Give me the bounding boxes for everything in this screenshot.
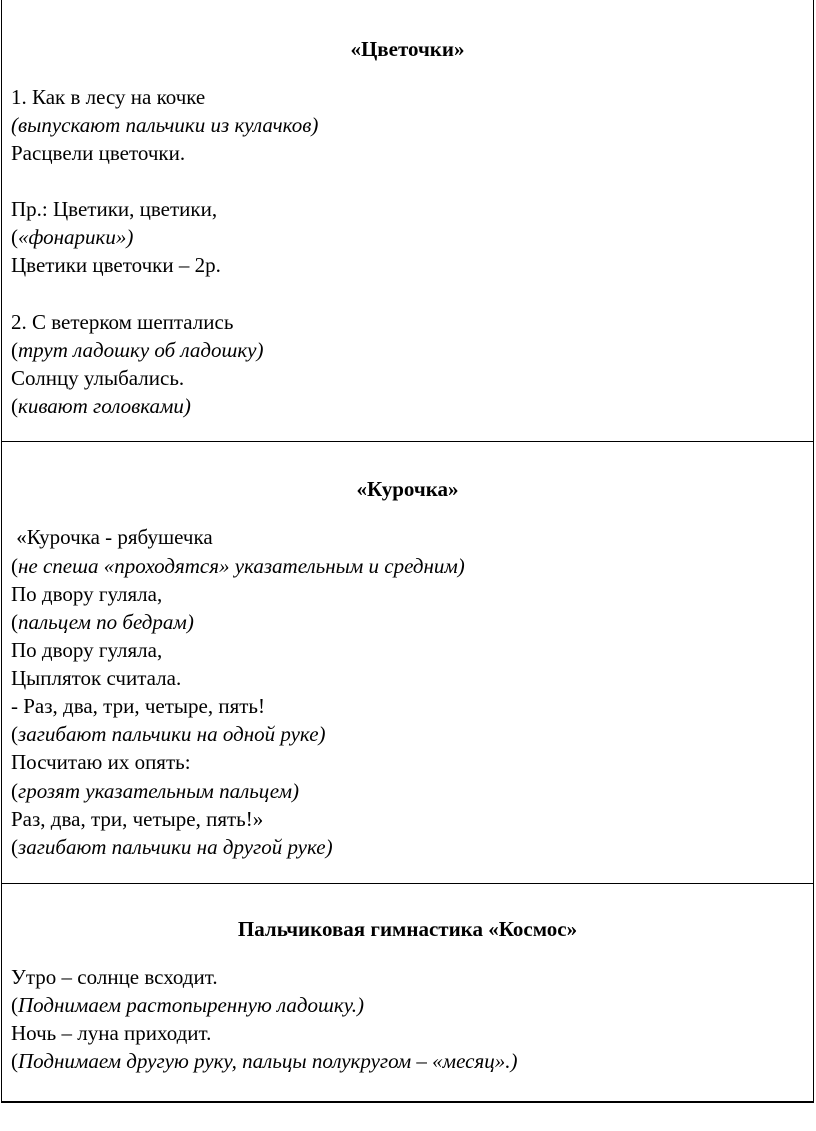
section-tsvetochki <box>2 0 813 442</box>
instruction-line: (не спеша «проходятся» указательным и средним) <box>11 554 465 578</box>
text-line: Пр.: Цветики, цветики, <box>11 197 218 221</box>
text-line: Солнцу улыбались. <box>11 366 185 390</box>
section-title: «Цветочки» <box>350 37 465 61</box>
instruction-line: (Поднимаем растопыренную ладошку.) <box>11 993 364 1017</box>
section-title: «Курочка» <box>356 477 459 501</box>
section-title: Пальчиковая гимнастика «Космос» <box>237 917 578 941</box>
section-kurochka <box>2 442 813 884</box>
text-line: 1. Как в лесу на кочке <box>11 85 206 109</box>
instruction-line: (кивают головками) <box>11 394 191 418</box>
instruction-line: (трут ладошку об ладошку) <box>11 338 264 362</box>
instruction-line: (выпускают пальчики из кулачков) <box>11 113 319 137</box>
instruction-line: (пальцем по бедрам) <box>11 610 194 634</box>
instruction-line: (грозят указательным пальцем) <box>11 779 299 803</box>
instruction-line: (загибают пальчики на другой руке) <box>11 835 333 859</box>
text-line: Цветики цветочки – 2р. <box>11 253 221 277</box>
text-line: Расцвели цветочки. <box>11 141 186 165</box>
text-line: «Курочка - рябушечка <box>11 525 213 549</box>
section-kosmos <box>2 884 813 1102</box>
text-line: Цыпляток считала. <box>11 666 182 690</box>
text-line: Посчитаю их опять: <box>11 750 191 774</box>
document-table <box>1 0 814 1103</box>
instruction-line: (Поднимаем другую руку, пальцы полукругом – «месяц».) <box>11 1049 518 1073</box>
text-line: По двору гуляла, <box>11 638 163 662</box>
text-line: Ночь – луна приходит. <box>11 1021 212 1045</box>
text-line: По двору гуляла, <box>11 582 163 606</box>
text-line: 2. С ветерком шептались <box>11 310 234 334</box>
text-line: Раз, два, три, четыре, пять!» <box>11 807 264 831</box>
instruction-line: (загибают пальчики на одной руке) <box>11 722 326 746</box>
instruction-line: («фонарики») <box>11 225 134 249</box>
text-line: - Раз, два, три, четыре, пять! <box>11 694 265 718</box>
text-line: Утро – солнце всходит. <box>11 965 218 989</box>
